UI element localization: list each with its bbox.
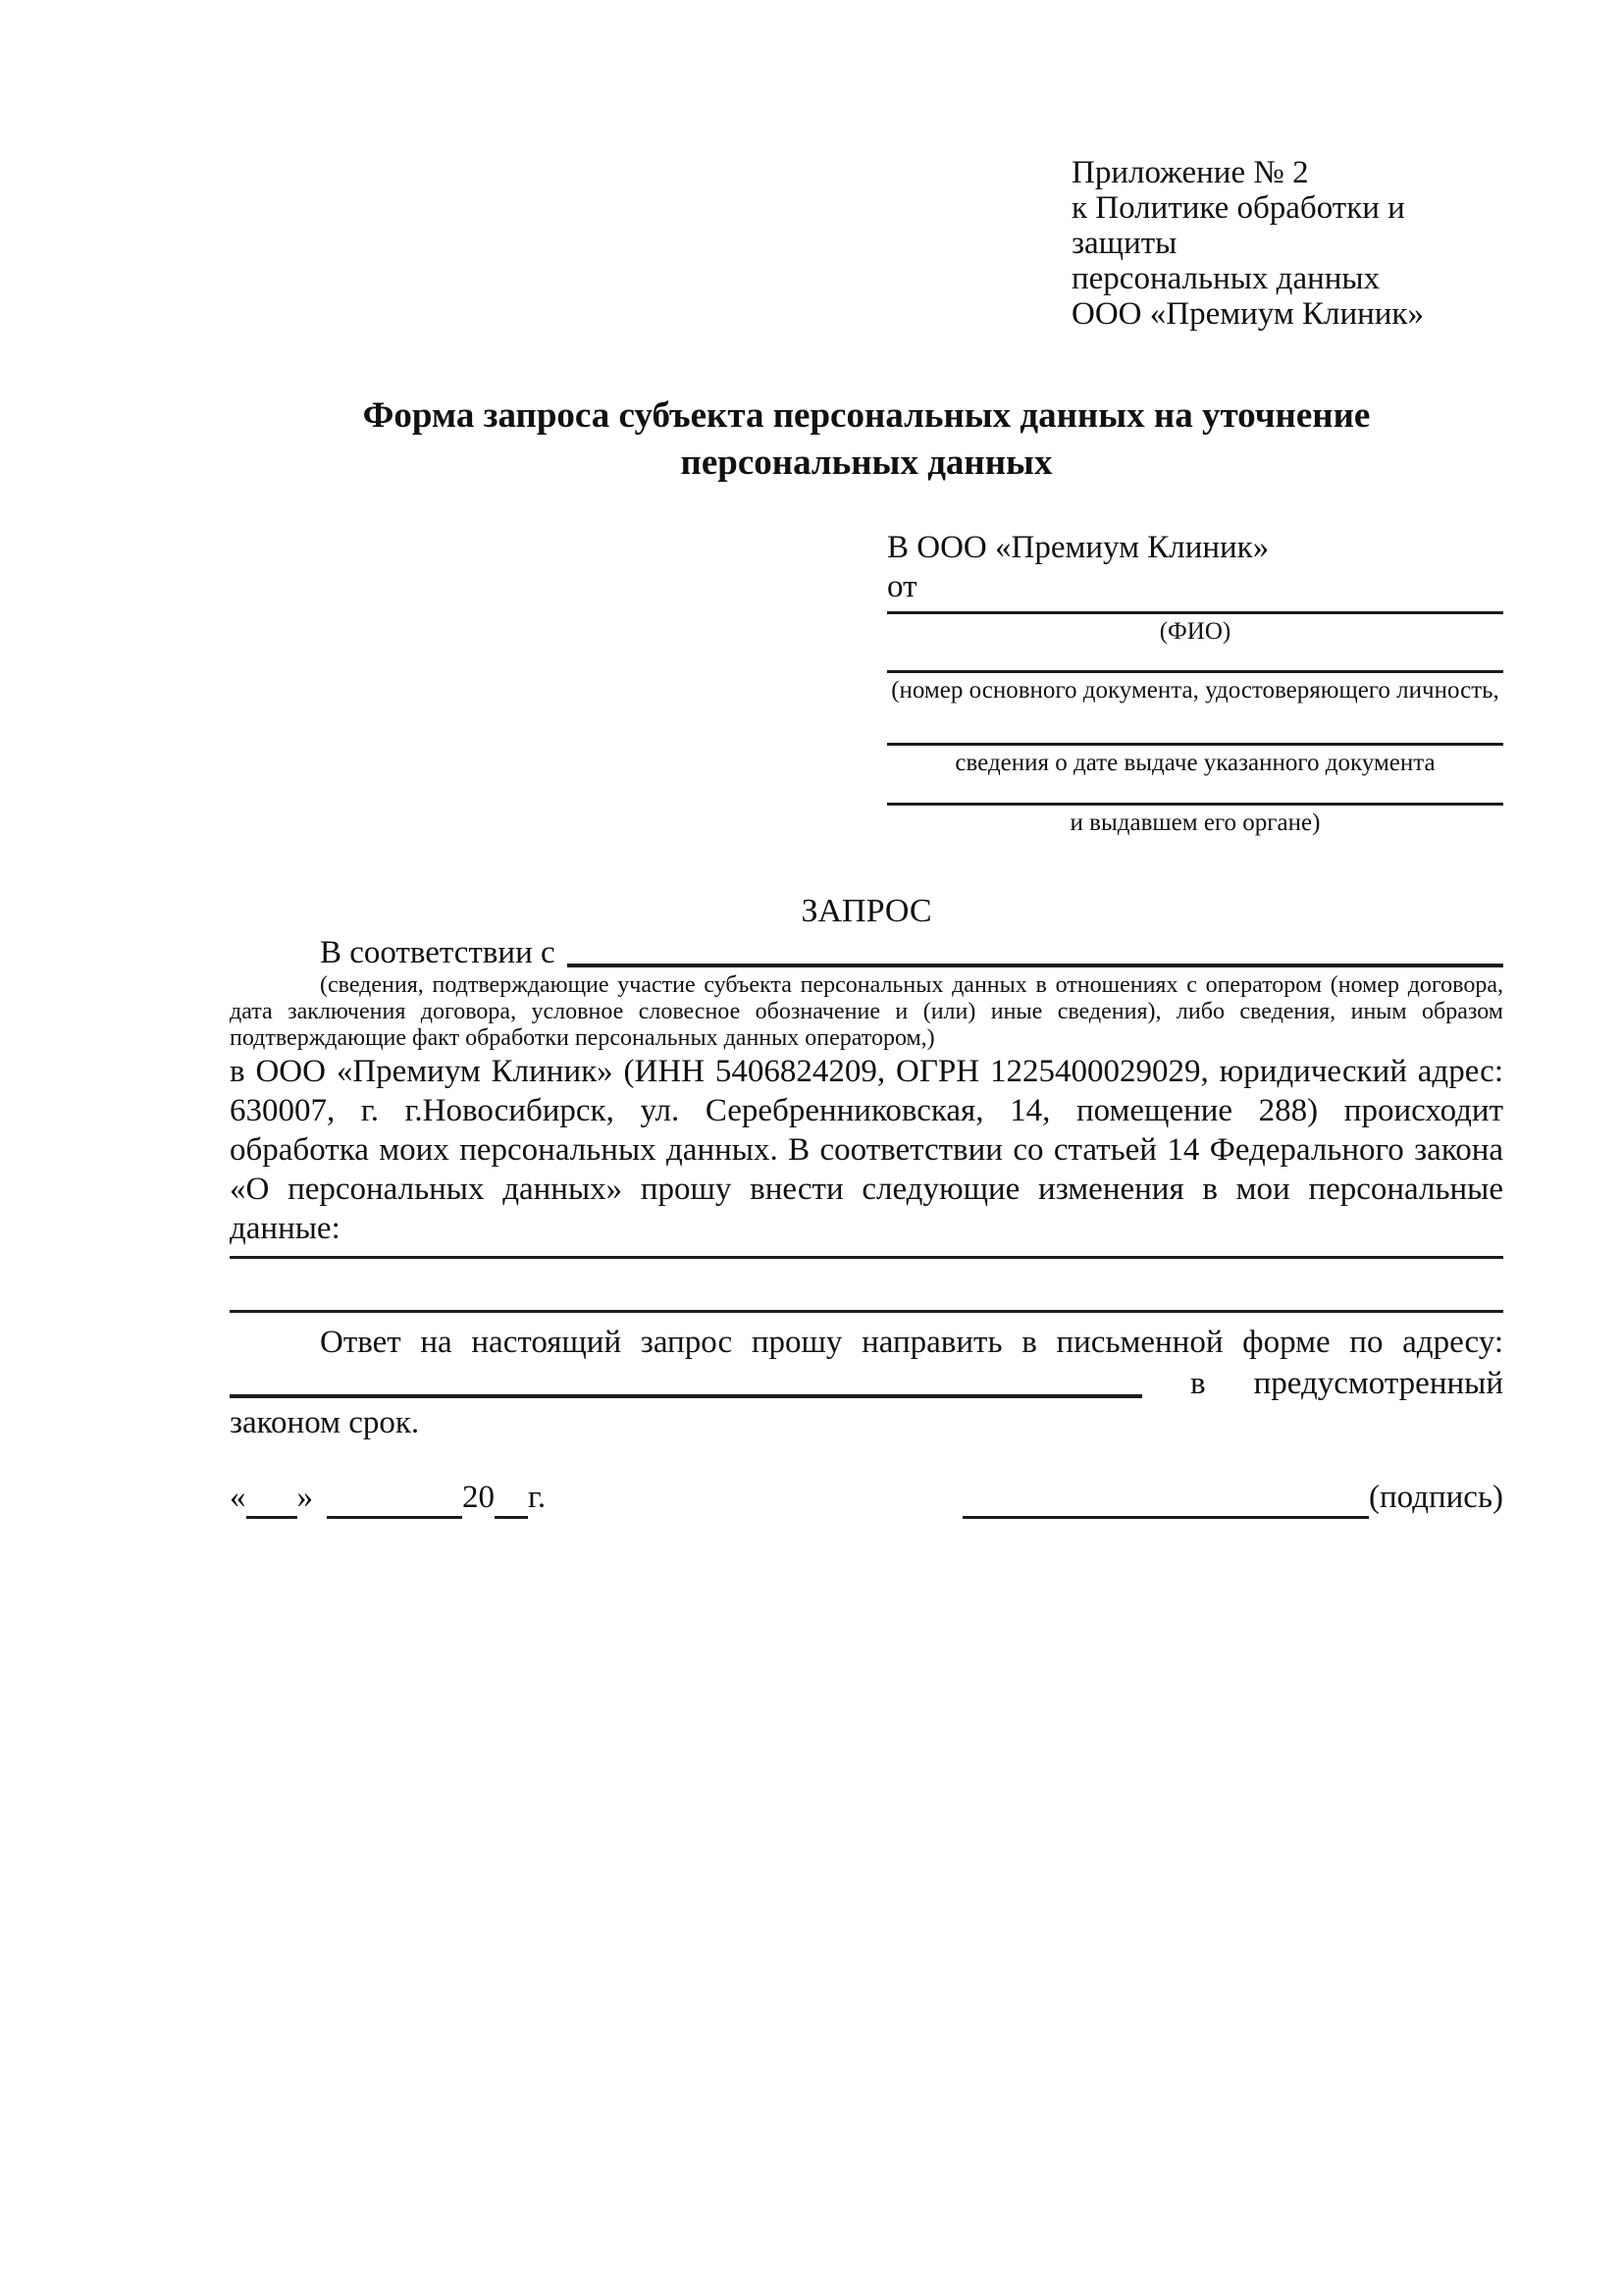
document-caption: сведения о дате выдаче указанного документа [955,750,1436,776]
answer-sentence: Ответ на настоящий запрос прошу направить в письменной форме по адресу: [320,1325,1503,1360]
answer-closing: законом срок. [230,1405,420,1440]
appendix-block [1072,155,1503,332]
appendix-line: к Политике обработки и защиты [1072,190,1405,261]
addressee-block [887,528,1503,838]
accordance-row [230,933,1503,972]
request-heading: ЗАПРОС [801,893,932,929]
addressee-from-label: от [887,569,917,604]
month-blank-line [327,1481,462,1519]
day-blank-line [246,1481,297,1519]
addressee-to: В ООО «Премиум Клиник» [887,530,1270,565]
date-signature-row [230,1476,1503,1519]
document-issuer-blank-line [887,778,1503,806]
accordance-label: В соответствии с [320,935,555,970]
document-caption: и выдавшем его органе) [1070,809,1321,836]
document-number-blank-line [887,647,1503,673]
year-suffix: г. [528,1480,547,1515]
document-issue-date-blank-line [887,705,1503,746]
year-blank-line [495,1481,528,1519]
signature-group [963,1476,1503,1519]
fio-caption: (ФИО) [1159,618,1231,645]
accordance-blank-line [567,933,1503,967]
operator-paragraph: в ООО «Премиум Клиник» (ИНН 5406824209, ОГРН 1225400029029, юридический адрес: 630007, г. г.Новосибирск, ул. Серебренниковская, 14, помещение 288) происходит обработка моих персональных данных. В соответствии со статьей 14 Федерального закона «О персональных данных» прошу внести следующие изменения в мои персональные данные: [230,1054,1503,1246]
address-blank-line [230,1359,1142,1398]
answer-word-stipulated: предусмотренный [1253,1366,1503,1401]
changes-blank-line-1 [230,1256,1503,1259]
date-group [230,1476,546,1519]
fio-blank-line [887,606,1503,614]
appendix-line: Приложение № 2 [1072,155,1309,190]
changes-blank-line-2 [230,1310,1503,1313]
appendix-line: персональных данных [1072,261,1381,296]
answer-address-row [230,1362,1503,1403]
year-prefix: 20 [462,1480,495,1515]
signature-blank-line [963,1481,1369,1519]
accordance-legend: (сведения, подтверждающие участие субъекта персональных данных в отношениях с оператором (номер договора, дата заключения договора, условное словесное обозначение и (или) иные сведения), либо сведения, иным образом подтверждающие факт обработки персональных данных оператором,) [230,972,1503,1051]
page-content [230,155,1503,1519]
document-title: Форма запроса субъекта персональных данных на уточнение персональных данных [362,395,1371,483]
signature-caption: (подпись) [1369,1480,1503,1515]
close-quote: » [296,1480,313,1515]
open-quote: « [230,1480,246,1515]
appendix-line: ООО «Премиум Клиник» [1072,296,1424,332]
document-caption: (номер основного документа, удостоверяющего личность, [891,677,1499,704]
answer-word-in: в [1190,1366,1206,1401]
